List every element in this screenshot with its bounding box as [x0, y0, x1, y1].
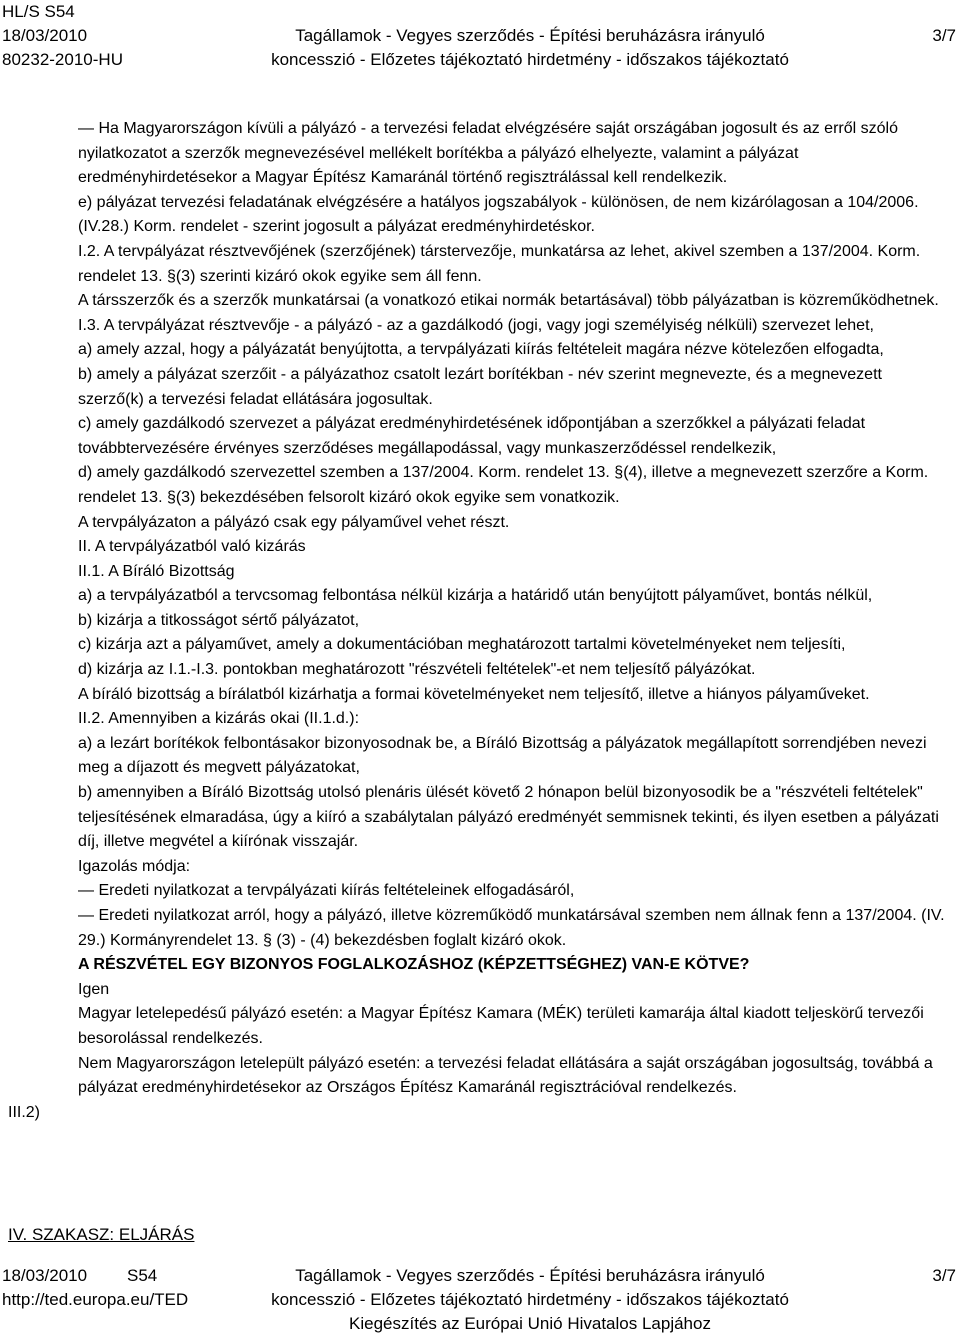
body-paragraph: A bíráló bizottság a bírálatból kizárhatja a formai követelményeket nem teljesítő, illetve a hiányos pályaműveket. [78, 685, 870, 703]
body-paragraph: c) amely gazdálkodó szervezet a pályázat eredményhirdetésének időpontjában a szerzőkkel a pályázati feladat továbbtervezésére érvényes szerződéses megállapodással, vagy munkaszerződéssel rendelkezik, [78, 415, 866, 457]
header-title [230, 0, 830, 72]
body-paragraph: I.3. A tervpályázat résztvevője - a pályázó - az a gazdálkodó (jogi, vagy jogi személyiség nélküli) szervezet lehet, [78, 316, 874, 334]
footer-page-number: 3/7 [932, 1266, 956, 1285]
body-paragraph: II.1. A Bíráló Bizottság [78, 562, 235, 580]
section-label: III.2) [8, 1104, 41, 1121]
header-doc-number: 80232-2010-HU [2, 50, 123, 69]
footer-title-line1: Tagállamok - Vegyes szerződés - Építési beruházásra irányuló [295, 1266, 765, 1285]
body-paragraph: — Eredeti nyilatkozat arról, hogy a pályázó, illetve közreműködő munkatársával szemben nem állnak fenn a 137/2004. (IV. 29.) Kormányrendelet 13. § (3) - (4) bekezdésben foglalt kizáró okok. [78, 907, 945, 949]
body-paragraph: d) amely gazdálkodó szervezettel szemben a 137/2004. Korm. rendelet 13. §(4), illetve a megnevezett szerzőre a Korm. rendelet 13. §(3) bekezdésében felsorolt kizáró okok egyike sem vonatkozik. [78, 464, 929, 506]
body-paragraph: — Ha Magyarországon kívüli a pályázó - a tervezési feladat elvégzésére saját országában jogosult és az erről szóló nyilatkozatot a szerzők megnevezésével mellékelt borítékba a pályázó elhelyezte, valamint a pályázat eredményhirdetésekor a Magyar Építész Kamaránál történő regisztrálással kell rendelkezik. [78, 120, 898, 187]
header-title-line1: Tagállamok - Vegyes szerződés - Építési beruházásra irányuló [295, 26, 765, 45]
body-paragraph: A társszerzők és a szerzők munkatársai (a vonatkozó etikai normák betartásával) több pályázatban is közreműködhetnek. [78, 292, 939, 310]
body-paragraph: a) amely azzal, hogy a pályázatát benyújtotta, a tervpályázati kiírás feltételeit magára nézve kötelezően elfogadta, [78, 341, 884, 359]
footer-title [230, 1264, 830, 1336]
answer-paragraph: Magyar letelepedésű pályázó esetén: a Magyar Építész Kamara (MÉK) területi kamarája által kiadott teljeskörű tervezői besorolással rendelkezés. [78, 1005, 924, 1047]
footer-title-line2: koncesszió - Előzetes tájékoztató hirdetmény - időszakos tájékoztató [271, 1290, 789, 1309]
body-paragraph: II.2. Amennyiben a kizárás okai (II.1.d.): [78, 710, 360, 728]
answer-paragraph: Igen [78, 980, 110, 998]
body-paragraph: b) amennyiben a Bíráló Bizottság utolsó plenáris ülését követő 2 hónapon belül bizonyosodik be a "részvételi feltételek" teljesítésének elmaradása, úgy a kiíró a szabálytalan pályázó eredményét semmisnek tekinti, és ilyen esetben a pályázati díj, illetve megvétel a kiírónak visszajár. [78, 784, 939, 851]
body-paragraph: — Eredeti nyilatkozat a tervpályázati kiírás feltételeinek elfogadásáról, [78, 882, 575, 900]
question-heading: A RÉSZVÉTEL EGY BIZONYOS FOGLALKOZÁSHOZ (KÉPZETTSÉGHEZ) VAN-E KÖTVE? [78, 956, 750, 974]
footer-code: S54 [127, 1266, 158, 1285]
body-paragraph: I.2. A tervpályázat résztvevőjének (szerzőjének) társtervezője, munkatársa az lehet, akivel szemben a 137/2004. Korm. rendelet 13. §(3) szerinti kizáró okok egyike sem áll fenn. [78, 242, 921, 285]
body-paragraph: a) a tervpályázatból a tervcsomag felbontása nélkül kizárja a határidő után benyújtott pályaművet, bontás nélkül, [78, 587, 873, 605]
body-paragraph: b) kizárja a titkosságot sértő pályázatot, [78, 611, 360, 629]
header-date: 18/03/2010 [2, 26, 88, 45]
header-left [2, 0, 123, 72]
body-paragraph: b) amely a pályázat szerzőit - a pályázathoz csatolt lezárt borítékban - név szerint megnevezte, és a megnevezett szerző(k) a tervezési feladat ellátására jogosultak. [78, 365, 882, 408]
body-paragraph: c) kizárja azt a pályaművet, amely a dokumentációban meghatározott tartalmi követelményeket nem teljesíti, [78, 636, 846, 654]
section-title: IV. SZAKASZ: ELJÁRÁS [8, 1225, 195, 1244]
body-paragraph: d) kizárja az I.1.-I.3. pontokban meghatározott "részvételi feltételek"-et nem teljesítő pályázókat. [78, 661, 756, 679]
footer-date: 18/03/2010 [2, 1266, 88, 1285]
body-paragraph: II. A tervpályázatból való kizárás [78, 538, 306, 556]
header-page-number: 3/7 [932, 26, 956, 45]
document-body [78, 117, 950, 1101]
footer-title-line3: Kiegészítés az Európai Unió Hivatalos Lapjához [349, 1314, 711, 1333]
answer-paragraph: Nem Magyarországon letelepült pályázó esetén: a tervezési feladat ellátására a saját országában jogosultság, továbbá a pályázat eredményhirdetésekor az Országos Építész Kamaránál regisztrációval rendelkezés. [78, 1054, 933, 1097]
body-paragraph: a) a lezárt borítékok felbontásakor bizonyosodnak be, a Bíráló Bizottság a pályázatok megállapított sorrendjében nevezi meg a díjazott és megvett pályázatokat, [78, 734, 927, 777]
header-code: HL/S S54 [2, 2, 75, 21]
footer-url[interactable]: http://ted.europa.eu/TED [2, 1290, 189, 1309]
header-title-line2: koncesszió - Előzetes tájékoztató hirdetmény - időszakos tájékoztató [271, 50, 789, 69]
body-paragraph: A tervpályázaton a pályázó csak egy pályaművel vehet részt. [78, 513, 510, 531]
body-paragraph: Igazolás módja: [78, 857, 191, 875]
body-paragraph: e) pályázat tervezési feladatának elvégzésére a hatályos jogszabályok - különösen, de nem kizárólagosan a 104/2006. (IV.28.) Korm. rendelet - szerint jogosult a pályázat eredményhirdetéskor. [78, 193, 919, 236]
